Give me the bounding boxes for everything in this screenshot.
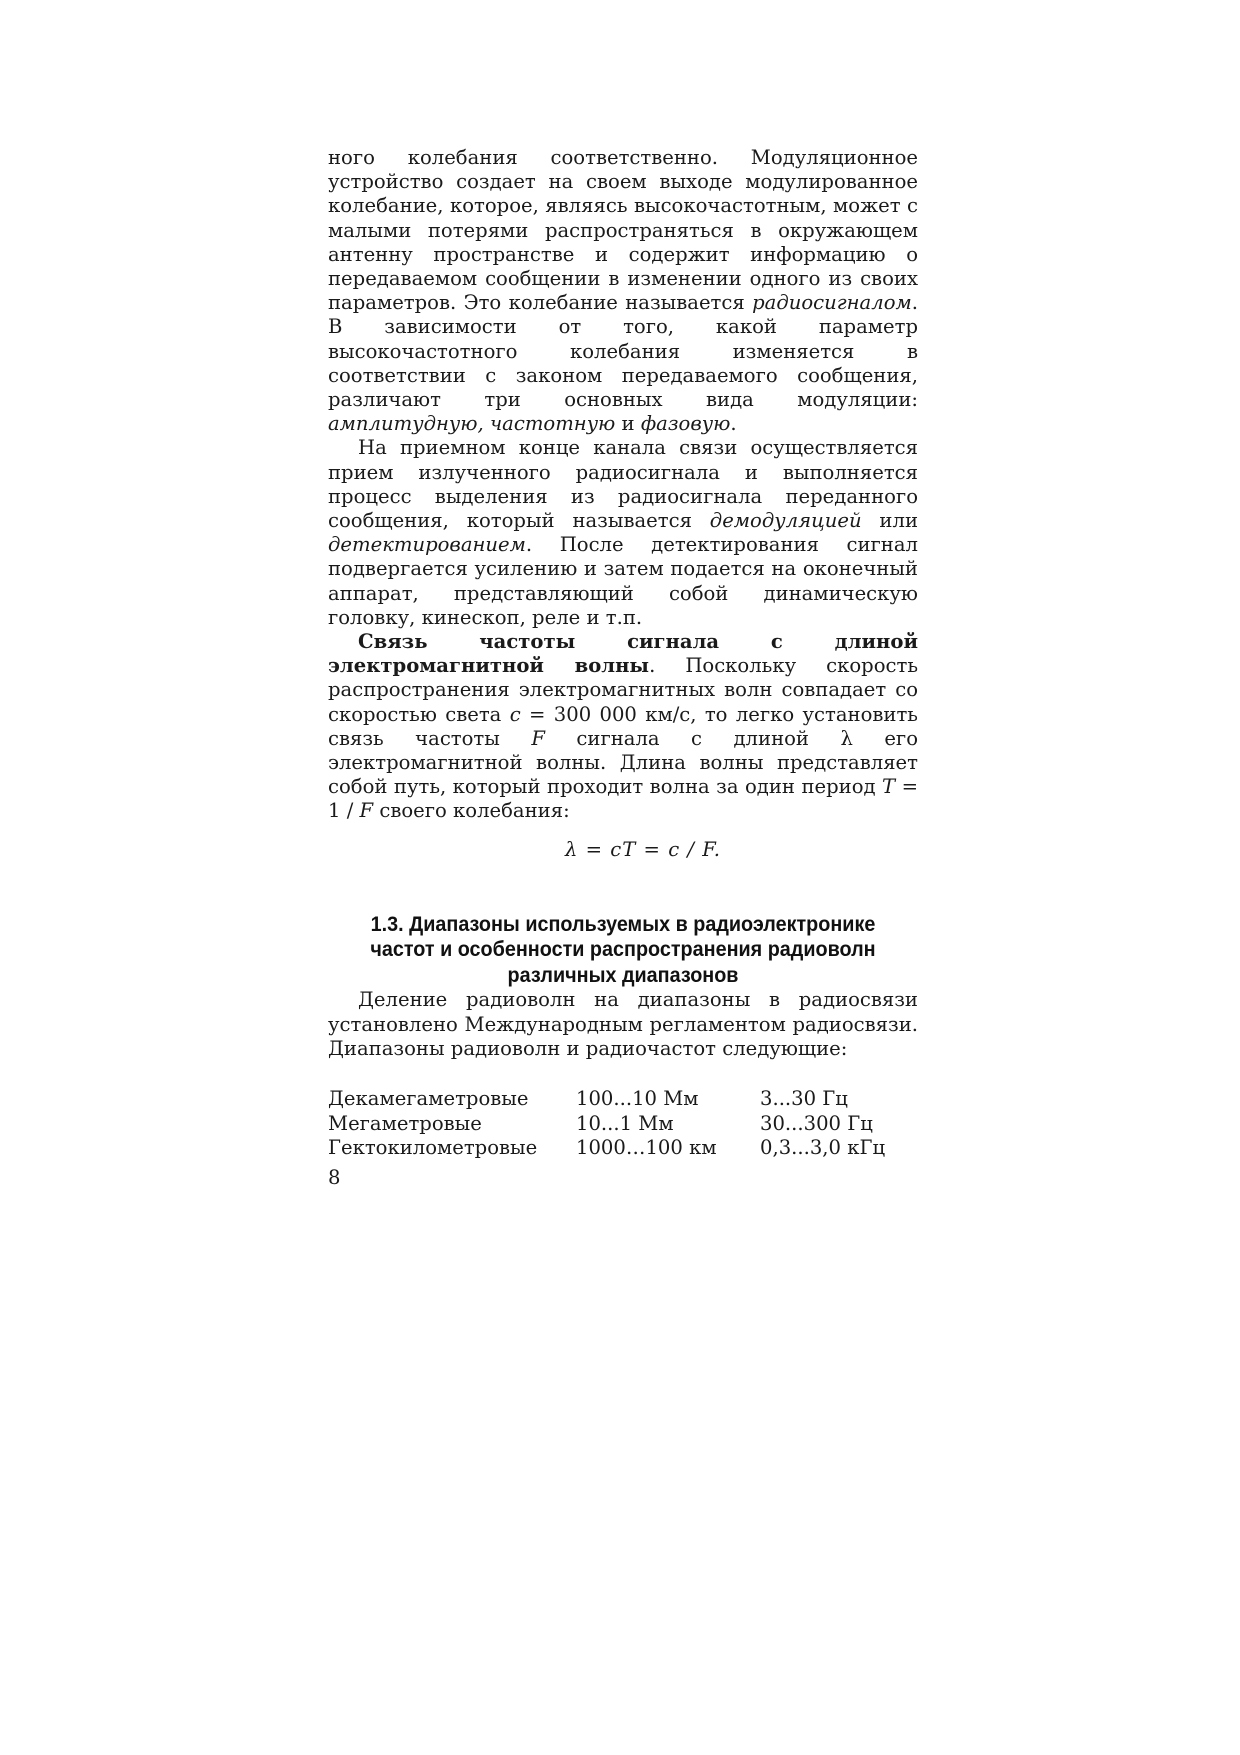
term-detection: детектированием (328, 533, 526, 557)
text-run: или (861, 509, 919, 533)
text-run: своего колебания: (373, 799, 570, 823)
term-phase: фазовую (640, 412, 731, 436)
wavelength-formula: λ = cT = c / F. (564, 837, 721, 861)
band-name: Гектокилометровые (328, 1136, 538, 1159)
text-column (328, 146, 918, 1161)
band-wavelength: 10...1 Мм (576, 1111, 674, 1135)
page-number: 8 (328, 1166, 341, 1189)
band-frequency: 30...300 Гц (760, 1111, 873, 1135)
symbol-t: T (882, 775, 896, 799)
text-run: = 300 000 км/с, то легко установить связь частоты (328, 702, 918, 750)
table-row (328, 1112, 885, 1137)
band-frequency: 0,3...3,0 кГц (760, 1136, 886, 1159)
text-run: сигнала с длиной λ его электромагнитной волны. Длина волны представляет собой путь, который проходит волна за один период (328, 726, 918, 799)
text-run: . После детектирования сигнал подвергается усилению и затем подается на оконечный аппарат, представляющий собой динамическую головку, кинескоп, реле и т.п. (328, 533, 918, 629)
text-run: . (730, 412, 737, 436)
paragraph-bands-intro: Деление радиоволн на диапазоны в радиосвязи установлено Международным регламентом радиосвязи. Диапазоны радиоволн и радиочастот следующие: (328, 988, 918, 1060)
table-row (328, 1087, 885, 1112)
band-name: Мегаметровые (328, 1111, 482, 1135)
text-run: . Поскольку скорость распространения электромагнитных волн совпадает со скоростью света (328, 654, 918, 726)
text-run: и (615, 412, 641, 436)
paragraph-modulation (328, 146, 918, 436)
term-demodulation: демодуляцией (709, 509, 862, 533)
band-wavelength: 1000…100 км (576, 1136, 717, 1159)
text-run: На приемном конце канала связи осуществляется прием излученного радиосигнала и выполняется процесс выделения из радиосигнала переданного сообщения, который называется (328, 436, 918, 533)
table-row (328, 1136, 885, 1161)
symbol-c: c (509, 702, 521, 726)
band-frequency: 3...30 Гц (760, 1087, 848, 1110)
paragraph-demodulation (328, 436, 918, 630)
run-in-heading: Связь частоты сигнала с длиной электромагнитной волны (328, 630, 918, 678)
term-radiosignal: радиосигналом (752, 291, 912, 315)
section-heading-line: 1.3. Диапазоны используемых в радиоэлектронике (370, 911, 876, 936)
symbol-f: F (359, 799, 374, 823)
symbol-f: F (531, 726, 545, 750)
section-heading-line: различных диапазонов (507, 962, 739, 987)
paragraph-wavelength (328, 630, 918, 824)
bands-table (328, 1087, 885, 1161)
text-run: = 1 / (328, 775, 918, 823)
section-heading-line: частот и особенности распространения радиоволн (370, 937, 876, 962)
text-run: . В зависимости от того, какой параметр высокочастотного колебания изменяется в соответствии с законом передаваемого сообщения, различают три основных вида модуляции: (328, 291, 918, 412)
term-am-fm: амплитудную, частотную (328, 412, 616, 436)
section-heading (352, 912, 895, 989)
band-wavelength: 100...10 Мм (576, 1087, 699, 1110)
band-name: Декамегаметровые (328, 1087, 529, 1110)
text-run: ного колебания соответственно. Модуляционное устройство создает на своем выходе модулированное колебание, которое, являясь высокочастотным, может с малыми потерями распространяться в окружающем антенну пространстве и содержит информацию о передаваемом сообщении в изменении одного из своих параметров. Это колебание называется (328, 146, 918, 315)
